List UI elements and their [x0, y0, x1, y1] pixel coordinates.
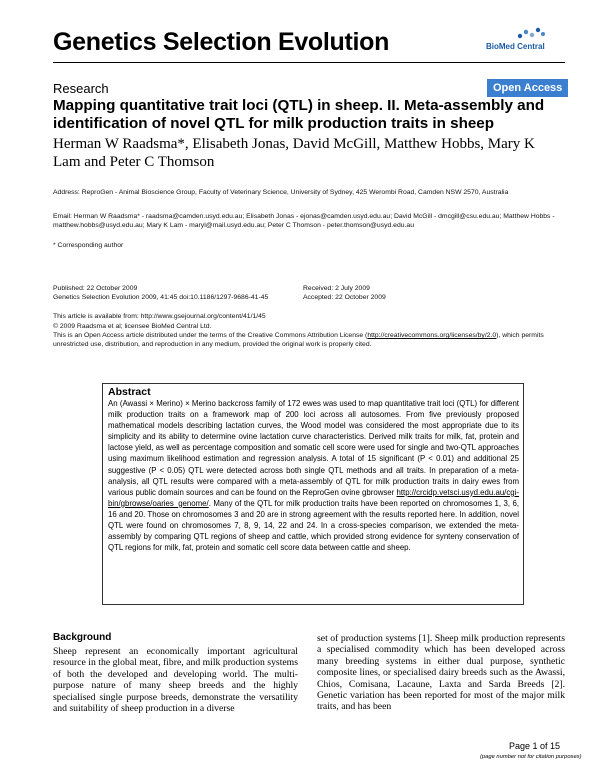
received-date: Received: 2 July 2009 [303, 285, 370, 292]
article-section: Research [53, 81, 109, 96]
article-title: Mapping quantitative trait loci (QTL) in sheep. II. Meta-assembly and identification of novel QTL for milk production traits in sheep [53, 97, 545, 132]
header-rule [53, 62, 565, 63]
background-column-2: set of production systems [1]. Sheep milk production represents a specialised commodity which has been developed across many breeding systems in either dual purpose, synthetic composite lines, or specialised dairy breeds such as the Awassi, Chios, Comisana, Lacaune, Laxta and Sarda Breeds [2]. Genetic variation has been reported for most of the major milk traits, and has been [317, 633, 565, 713]
license-link[interactable]: http://creativecommons.org/licenses/by/2.0 [367, 332, 497, 339]
gbrowser-link[interactable]: http://crcidp.vetsci.usyd.edu.au/cgi-bin/gbrowse/oaries_genome/ [108, 487, 519, 508]
author-address: Address: ReproGen - Animal Bioscience Group, Faculty of Veterinary Science, University of Sydney, 425 Werombi Road, Camden NSW 2570, Australia [53, 189, 509, 196]
article-url[interactable]: This article is available from: http://www.gsejournal.org/content/41/1/45 [53, 313, 266, 320]
page-number: Page 1 of 15 [509, 741, 561, 751]
abstract-text-part-1: An (Awassi × Merino) × Merino backcross family of 172 ewes was used to map quantitative trait loci (QTL) for different milk production traits on a framework map of 200 loci across all autosomes. From five previously proposed mathematical models describing lactation curves, the Wood model was considered the most appropriate due to its simplicity and its ability to determine ovine lactation curve characteristics. Derived milk traits for milk, fat, protein and lactose yield, as well as percentage composition and somatic cell score were used for single and two-QTL approaches using maximum likelihood estimation and regression analysis. A total of 15 significant (P < 0.01) and additional 25 suggestive (P < 0.05) QTL were detected across both single QTL methods and all traits. In preparation of a meta-analysis, all QTL results were compared with a meta-assembly of QTL for milk production traits in dairy ewes from various public domain sources and can be found on the ReproGen ovine gbrowser [108, 399, 519, 497]
citation: Genetics Selection Evolution 2009, 41:45 doi:10.1186/1297-9686-41-45 [53, 294, 269, 301]
page-number-note: (page number not for citation purposes) [480, 754, 582, 760]
author-list: Herman W Raadsma*, Elisabeth Jonas, David McGill, Matthew Hobbs, Mary K Lam and Peter C Thomson [53, 136, 535, 170]
published-date: Published: 22 October 2009 [53, 285, 138, 292]
publication-info [53, 284, 283, 302]
dates-info [303, 284, 503, 302]
background-column-1: Sheep represent an economically important agricultural resource in the global meat, fibre, and milk production systems of both the developed and developing world. The multi-purpose nature of many sheep breeds and the highly specialised single purpose breeds, demonstrate the versatility and suitability of sheep production in a diverse [53, 646, 298, 715]
abstract-text-part-2: . Many of the QTL for milk production traits have been reported on chromosomes 1, 3, 6, 16 and 20. Those on chromosomes 3 and 20 are in strong agreement with the results reported here. In addition, novel QTL were found on chromosomes 7, 8, 9, 14, 22 and 24. In a cross-species comparison, we extended the meta-assembly by comparing QTL regions of sheep and cattle, which provided strong evidence for synteny conservation of QTL regions for milk, fat, protein and somatic cell score data between cattle and sheep. [108, 498, 519, 553]
copyright-line: © 2009 Raadsma et al; licensee BioMed Central Ltd. [53, 323, 212, 330]
license-post: ), which permits unrestricted use, distribution, and reproduction in any medium, provided the original work is properly cited. [53, 332, 544, 348]
license-pre: This is an Open Access article distributed under the terms of the Creative Commons Attribution License ( [53, 332, 368, 339]
biomed-central-logo [486, 26, 566, 54]
accepted-date: Accepted: 22 October 2009 [303, 294, 386, 301]
open-access-badge[interactable]: Open Access [487, 79, 568, 97]
journal-title: Genetics Selection Evolution [53, 28, 390, 56]
corresponding-author-note: * Corresponding author [53, 242, 124, 249]
author-emails: Email: Herman W Raadsma* - raadsma@camden.usyd.edu.au; Elisabeth Jonas - ejonas@camden.usyd.edu.au; David McGill - dmcgill@csu.edu.au; Matthew Hobbs - matthew.hobbs@usyd.edu.au; Mary K Lam - maryl@mail.usyd.edu.au; Peter C Thomson - peter.thomson@usyd.edu.au [53, 213, 555, 229]
logo-dots-icon [516, 26, 546, 40]
license-text [53, 331, 563, 349]
background-heading: Background [53, 632, 112, 643]
logo-wordmark: BioMed Central [486, 42, 545, 51]
abstract-text [108, 398, 519, 553]
abstract-heading: Abstract [108, 386, 151, 398]
